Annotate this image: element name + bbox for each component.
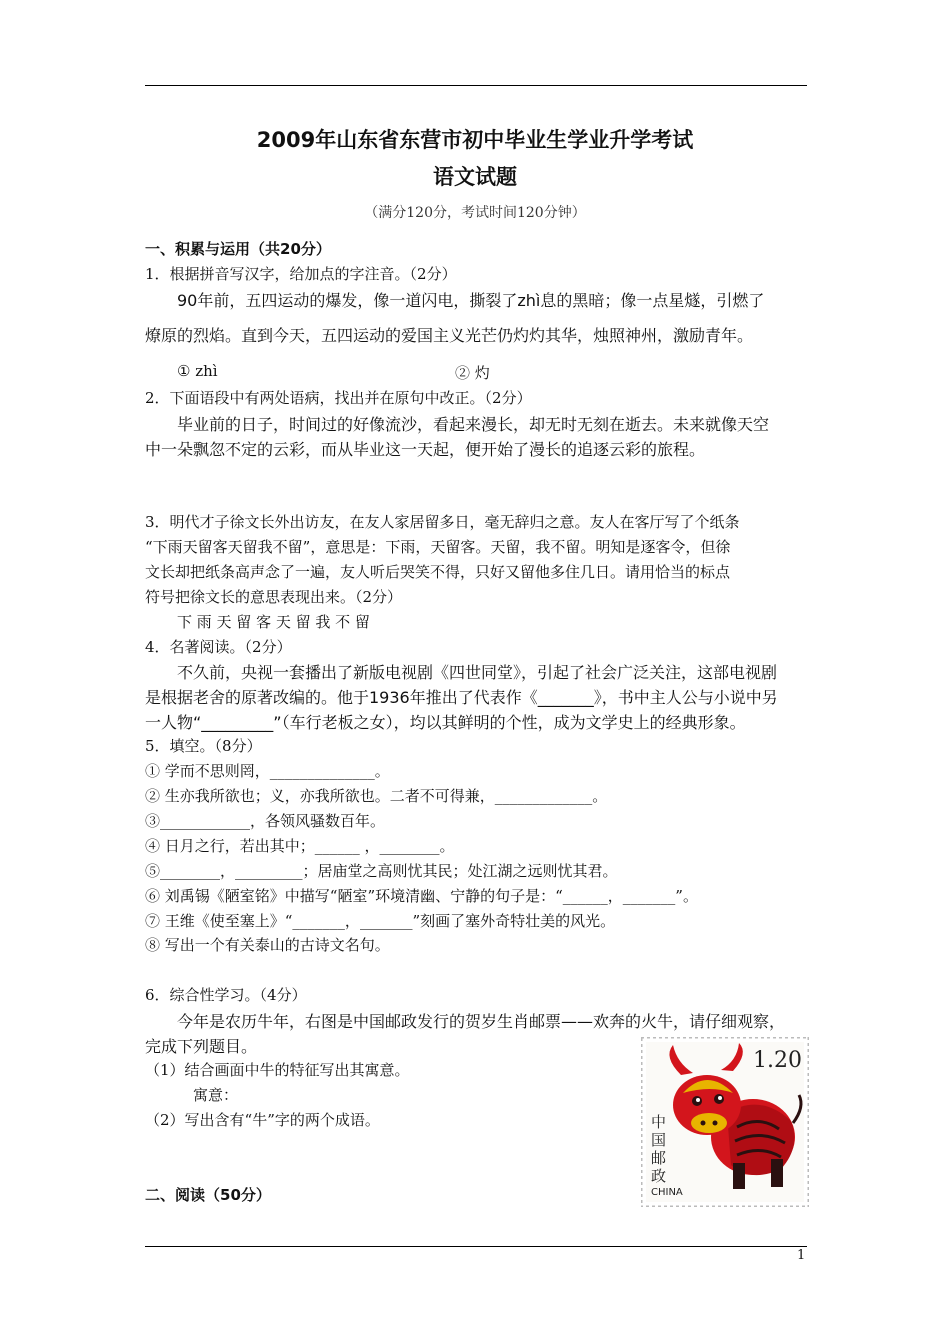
q1-paragraph-line1: 90年前，五四运动的爆发，像一道闪电，撕裂了zhì息的黑暗；像一点星燧，引燃了	[177, 291, 765, 310]
ox-stamp-icon	[641, 1037, 809, 1207]
stamp-country-cn-1: 中	[651, 1113, 667, 1131]
stamp-country-cn-2: 国	[651, 1131, 667, 1149]
q3-line3: 文长却把纸条高声念了一遍，友人听后哭笑不得，只好又留他多住几日。请用恰当的标点	[145, 563, 731, 581]
q5-item-1: ① 学而不思则罔，______________。	[145, 762, 390, 780]
q6-paragraph-line2: 完成下列题目。	[145, 1037, 258, 1056]
q6-paragraph-line1: 今年是农历牛年，右图是中国邮政发行的贺岁生肖邮票——欢奔的火牛，请仔细观察，	[177, 1012, 786, 1031]
section1-heading: 一、积累与运用（共20分）	[145, 240, 331, 258]
q3-characters: 下 雨 天 留 客 天 留 我 不 留	[177, 613, 370, 631]
exam-title: 2009年山东省东营市初中毕业生学业升学考试	[256, 128, 694, 152]
stamp-country-cn-3: 邮	[651, 1149, 667, 1167]
section2-heading: 二、阅读（50分）	[145, 1186, 271, 1204]
q1-answer-2: ② 灼	[455, 364, 490, 382]
ox-stamp-image	[641, 1037, 809, 1207]
q6-subquestion-2: （2）写出含有“牛”字的两个成语。	[145, 1111, 380, 1129]
stamp-country-cn-4: 政	[651, 1167, 667, 1185]
stamp-value: 1.20	[753, 1048, 802, 1073]
q3-line2: “下雨天留客天留我不留”，意思是：下雨，天留客。天留，我不留。明知是逐客令，但徐	[145, 538, 731, 556]
q5-item-7: ⑦ 王维《使至塞上》“_______，_______”刻画了塞外奇特壮美的风光。	[145, 912, 616, 930]
q2-paragraph-line1: 毕业前的日子，时间过的好像流沙，看起来漫长，却无时无刻在逝去。未来就像天空	[177, 415, 770, 434]
q2-paragraph-line2: 中一朵飘忽不定的云彩，而从毕业这一天起，便开始了漫长的追逐云彩的旅程。	[145, 440, 706, 459]
q6-subquestion-1: （1）结合画面中牛的特征写出其寓意。	[145, 1061, 410, 1079]
exam-subject: 语文试题	[433, 165, 517, 189]
page-number: 1	[797, 1248, 806, 1263]
q5-item-8: ⑧ 写出一个有关泰山的古诗文名句。	[145, 936, 390, 954]
q5-item-6: ⑥ 刘禹锡《陋室铭》中描写“陋室”环境清幽、宁静的句子是：“______，_______”。	[145, 887, 698, 905]
q5-item-3: ③____________，各领风骚数百年。	[145, 812, 386, 830]
q4-paragraph-line1: 不久前，央视一套播出了新版电视剧《四世同堂》，引起了社会广泛关注，这部电视剧	[177, 663, 778, 682]
q3-line1: 3．明代才子徐文长外出访友，在友人家居留多日，毫无辞归之意。友人在客厅写了个纸条	[145, 513, 740, 531]
q4-prompt: 4．名著阅读。（2分）	[145, 638, 292, 656]
q1-prompt: 1．根据拼音写汉字，给加点的字注音。（2分）	[145, 265, 457, 283]
q5-prompt: 5．填空。（8分）	[145, 737, 262, 755]
q2-prompt: 2．下面语段中有两处语病，找出并在原句中改正。（2分）	[145, 389, 532, 407]
q6-prompt: 6．综合性学习。（4分）	[145, 986, 307, 1004]
q4-paragraph-line2: 是根据老舍的原著改编的。他于1936年推出了代表作《_______》，书中主人公与小说中另	[145, 688, 778, 707]
q5-item-2: ② 生亦我所欲也；义，亦我所欲也。二者不可得兼，_____________。	[145, 787, 608, 805]
stamp-country-en: CHINA	[651, 1187, 683, 1198]
q6-meaning-label: 寓意：	[193, 1086, 239, 1104]
exam-info: （满分120分，考试时间120分钟）	[364, 205, 586, 221]
q4-paragraph-line3: 一人物“_________”（车行老板之女），均以其鲜明的个性，成为文学史上的经典形象。	[145, 713, 746, 732]
bottom-rule	[145, 1246, 807, 1247]
q1-paragraph-line2: 燎原的烈焰。直到今天，五四运动的爱国主义光芒仍灼灼其华，烛照神州，激励青年。	[145, 326, 754, 345]
q5-item-5: ⑤________，_________；居庙堂之高则忧其民；处江湖之远则忧其君。	[145, 862, 618, 880]
q5-item-4: ④ 日月之行，若出其中；______ ，________。	[145, 837, 455, 855]
q3-line4: 符号把徐文长的意思表现出来。（2分）	[145, 588, 403, 606]
top-rule	[145, 85, 807, 86]
q1-answer-1: ① zhì	[177, 362, 218, 380]
